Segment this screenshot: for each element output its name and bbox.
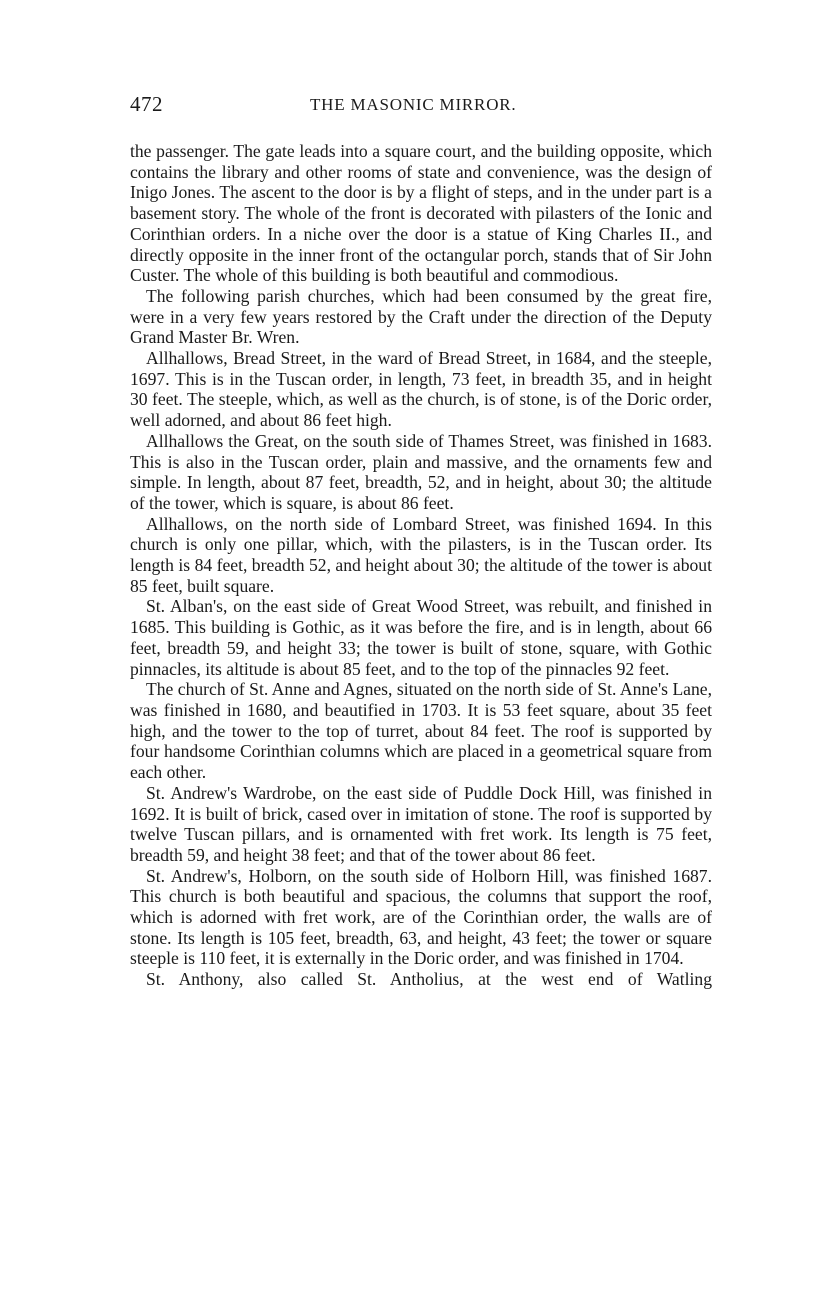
paragraph-st-anthony: St. Anthony, also called St. Antholius, at the west end of Watling: [146, 969, 712, 990]
paragraph-allhallows-bread-street: Allhallows, Bread Street, in the ward of Bread Street, in 1684, and the steeple, 1697. This is in the Tuscan order, in length, 73 feet, in breadth 35, and in height 30 feet. The steeple, which, as well as the church, is of stone, is of the Doric order, well adorned, and about 86 feet high.: [130, 348, 712, 431]
paragraph-custer-building: the passenger. The gate leads into a square court, and the building opposite, which contains the library and other rooms of state and convenience, was the design of Inigo Jones. The ascent to the door is by a flight of steps, and in the under part is a basement story. The whole of the front is decorated with pilasters of the Ionic and Corinthian orders. In a niche over the door is a statue of King Charles II., and directly opposite in the inner front of the octangular porch, stands that of Sir John Custer. The whole of this building is both beautiful and commodious.: [130, 141, 712, 286]
paragraph-st-albans: St. Alban's, on the east side of Great Wood Street, was rebuilt, and finished in 1685. This building is Gothic, as it was before the fire, and is in length, about 66 feet, breadth 59, and height 33; the tower is built of stone, square, with Gothic pinnacles, its altitude is about 85 feet, and to the top of the pinnacles 92 feet.: [130, 596, 712, 679]
paragraph-allhallows-lombard-street: Allhallows, on the north side of Lombard Street, was finished 1694. In this church is only one pillar, which, with the pilasters, is in the Tuscan order. Its length is 84 feet, breadth 52, and height about 30; the altitude of the tower is about 85 feet, built square.: [130, 513, 712, 596]
running-head: [130, 92, 710, 120]
body-text: [130, 141, 712, 990]
paragraph-allhallows-the-great: Allhallows the Great, on the south side of Thames Street, was finished in 1683. This is also in the Tuscan order, plain and massive, and the ornaments few and simple. In length, about 87 feet, breadth, 52, and in height, about 30; the altitude of the tower, which is square, is about 86 feet.: [130, 430, 712, 513]
page-number: 472: [130, 92, 163, 116]
journal-title: THE MASONIC MIRROR.: [310, 95, 517, 114]
paragraph-st-andrews-holborn: St. Andrew's, Holborn, on the south side of Holborn Hill, was finished 1687. This church is both beautiful and spacious, the columns that support the roof, which is adorned with fret work, are of the Corinthian order, the walls are of stone. Its length is 105 feet, breadth, 63, and height, 43 feet; the tower or square steeple is 110 feet, it is externally in the Doric order, and was finished in 1704.: [130, 865, 712, 969]
paragraph-parish-churches-intro: The following parish churches, which had been consumed by the great fire, were in a very few years restored by the Craft under the direction of the Deputy Grand Master Br. Wren.: [130, 285, 712, 348]
paragraph-st-anne-and-agnes: The church of St. Anne and Agnes, situated on the north side of St. Anne's Lane, was finished in 1680, and beautified in 1703. It is 53 feet square, about 35 feet high, and the tower to the top of turret, about 84 feet. The roof is supported by four handsome Corinthian columns which are placed in a geometrical square from each other.: [130, 679, 712, 783]
paragraph-st-andrews-wardrobe: St. Andrew's Wardrobe, on the east side of Puddle Dock Hill, was finished in 1692. It is built of brick, cased over in imitation of stone. The roof is supported by twelve Tuscan pillars, and is ornamented with fret work. Its length is 75 feet, breadth 59, and height 38 feet; and that of the tower about 86 feet.: [130, 782, 712, 865]
